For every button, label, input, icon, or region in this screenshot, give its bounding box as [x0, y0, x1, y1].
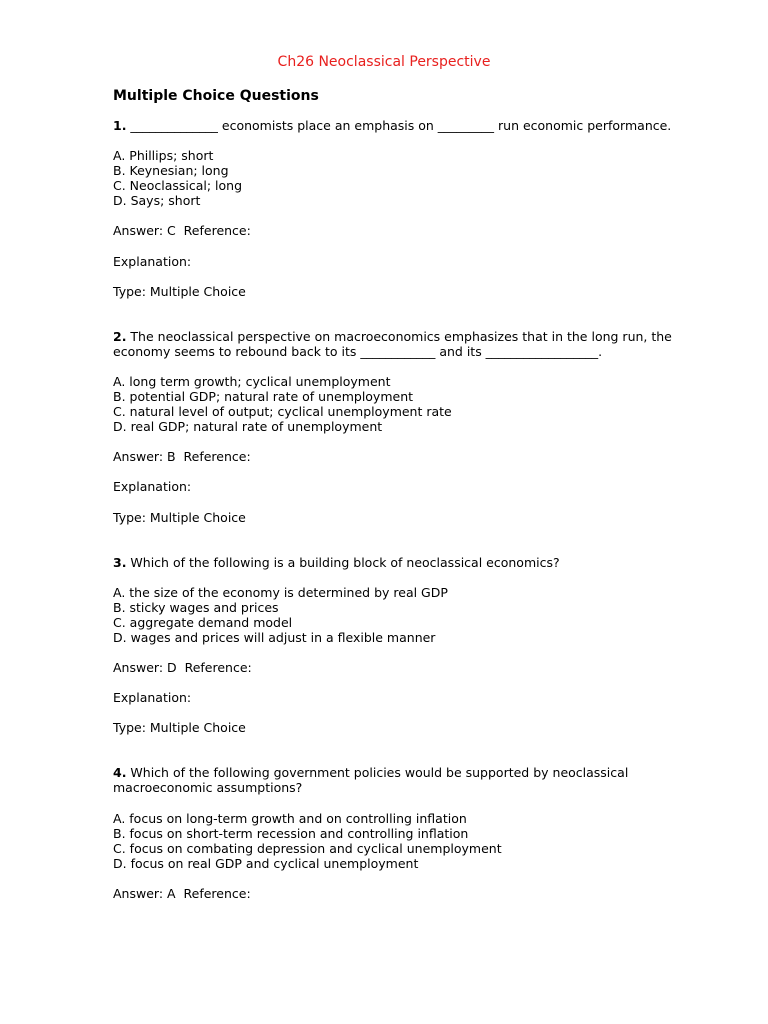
answer-line: Answer: C Reference:: [113, 223, 251, 239]
question-4: [113, 765, 673, 901]
question-text: ______________ economists place an emphasis on _________ run economic performance.: [126, 118, 672, 133]
question-stem: [113, 118, 673, 133]
option-d: D. focus on real GDP and cyclical unemployment: [113, 855, 419, 871]
question-3: [113, 555, 673, 736]
option-d: D. wages and prices will adjust in a flexible manner: [113, 629, 436, 645]
answer-options: [113, 585, 673, 645]
option-c: C. Neoclassical; long: [113, 178, 243, 194]
option-b: B. focus on short-term recession and controlling inflation: [113, 825, 469, 841]
answer-line: Answer: A Reference:: [113, 885, 251, 901]
question-stem: [113, 328, 676, 359]
option-a: A. the size of the economy is determined by real GDP: [113, 584, 448, 600]
option-b: B. potential GDP; natural rate of unemployment: [113, 389, 414, 405]
type-line: Type: Multiple Choice: [113, 509, 246, 525]
section-heading: Multiple Choice Questions: [113, 88, 319, 104]
explanation-line: Explanation:: [113, 479, 192, 495]
option-c: C. focus on combating depression and cyclical unemployment: [113, 840, 502, 856]
question-number: 4.: [113, 765, 127, 781]
option-d: D. Says; short: [113, 193, 201, 209]
question-stem: [113, 555, 673, 570]
option-c: C. aggregate demand model: [113, 614, 293, 630]
question-text: The neoclassical perspective on macroeconomics emphasizes that in the long run, the economy seems to rebound back to its ____________ and its __________________.: [113, 328, 676, 359]
explanation-line: Explanation:: [113, 690, 192, 706]
question-number: 2.: [113, 328, 127, 344]
document-title: Ch26 Neoclassical Perspective: [277, 54, 491, 70]
answer-line: Answer: B Reference:: [113, 449, 251, 465]
option-a: A. Phillips; short: [113, 148, 214, 164]
question-list: [113, 118, 676, 901]
option-d: D. real GDP; natural rate of unemployment: [113, 419, 383, 435]
question-1: [113, 118, 673, 299]
type-line: Type: Multiple Choice: [113, 720, 246, 736]
answer-options: [113, 811, 673, 871]
option-b: B. sticky wages and prices: [113, 599, 279, 615]
answer-options: [113, 374, 673, 434]
question-stem: [113, 765, 673, 795]
answer-line: Answer: D Reference:: [113, 660, 252, 676]
option-b: B. Keynesian; long: [113, 163, 229, 179]
option-a: A. focus on long-term growth and on controlling inflation: [113, 810, 467, 826]
question-text: Which of the following government policies would be supported by neoclassical macroeconomic assumptions?: [113, 765, 633, 796]
question-2: [113, 328, 676, 525]
option-a: A. long term growth; cyclical unemployment: [113, 373, 391, 389]
option-c: C. natural level of output; cyclical unemployment rate: [113, 404, 452, 420]
question-number: 3.: [113, 554, 127, 570]
answer-options: [113, 148, 673, 208]
explanation-line: Explanation:: [113, 253, 192, 269]
question-text: Which of the following is a building block of neoclassical economics?: [126, 554, 560, 570]
question-number: 1.: [113, 118, 127, 133]
type-line: Type: Multiple Choice: [113, 283, 246, 299]
